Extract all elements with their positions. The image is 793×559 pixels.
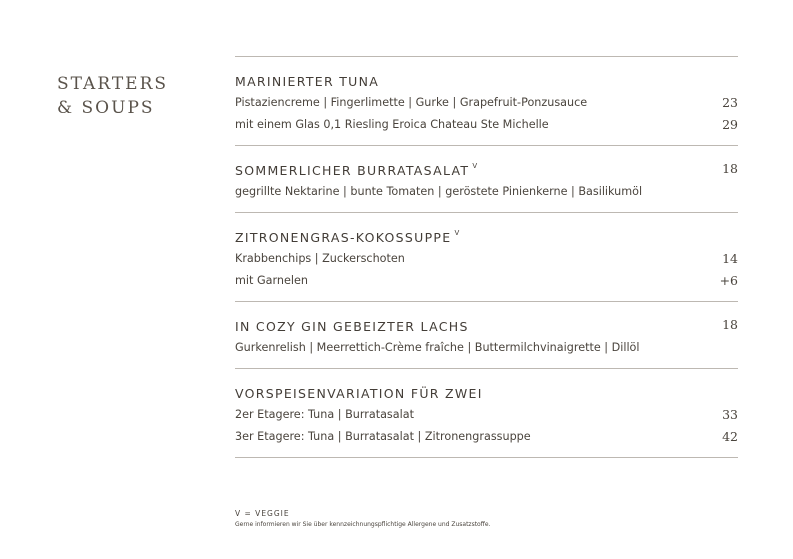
menu-item-line <box>235 249 738 271</box>
footer <box>235 509 490 529</box>
menu-item-line-price: 33 <box>722 407 738 422</box>
veggie-legend: V = VEGGIE <box>235 509 290 518</box>
menu-item-line <box>235 271 738 293</box>
section-title <box>57 72 168 120</box>
menu-item-line-price: 23 <box>722 95 738 110</box>
menu-item-line <box>235 115 738 137</box>
menu-item-line <box>235 338 738 360</box>
menu-item-title: VORSPEISENVARIATION FÜR ZWEI <box>235 386 483 401</box>
menu-item-title: IN COZY GIN GEBEIZTER LACHS <box>235 319 469 334</box>
veggie-mark: V <box>472 162 478 170</box>
section-title-line-1: STARTERS <box>57 74 169 94</box>
section-title-line-2: & SOUPS <box>57 98 155 118</box>
menu-item-price: 18 <box>722 317 738 332</box>
menu-item-title: ZITRONENGRAS-KOKOSSUPPE $^V$ <box>235 229 460 245</box>
menu-item-line <box>235 427 738 449</box>
menu-item-line <box>235 405 738 427</box>
allergen-note: Gerne informieren wir Sie über kennzeichnungspflichtige Allergene und Zusatzstoffe. <box>235 521 491 528</box>
menu-item-description: gegrillte Nektarine | bunte Tomaten | geröstete Pinienkerne | Basilikumöl <box>235 185 643 198</box>
menu-item-line-price: 14 <box>722 251 738 266</box>
menu-item-description: 2er Etagere: Tuna | Burratasalat <box>235 408 414 421</box>
menu-item-line-price: 42 <box>722 429 738 444</box>
menu-item-description: mit Garnelen <box>235 274 308 287</box>
menu-item-price: 18 <box>722 161 738 176</box>
menu-item-kokossuppe <box>235 212 738 301</box>
menu-item-description: 3er Etagere: Tuna | Burratasalat | Zitronengrassuppe <box>235 430 531 443</box>
menu-item-marinierter-tuna <box>235 56 738 145</box>
menu-item-title: MARINIERTER TUNA <box>235 74 380 89</box>
menu-item-title: SOMMERLICHER BURRATASALAT $^V$ <box>235 162 478 178</box>
menu-item-description: Krabbenchips | Zuckerschoten <box>235 252 405 265</box>
menu-item-description: Gurkenrelish | Meerrettich-Crème fraîche | Buttermilchvinaigrette | Dillöl <box>235 341 640 354</box>
menu-item-line <box>235 93 738 115</box>
menu-item-line <box>235 182 738 204</box>
menu-item-line-price: 29 <box>722 117 738 132</box>
menu-item-description: mit einem Glas 0,1 Riesling Eroica Chateau Ste Michelle <box>235 118 549 131</box>
menu-item-gebeizter-lachs <box>235 301 738 368</box>
menu-item-vorspeisenvariation <box>235 368 738 458</box>
menu-item-description: Pistaziencreme | Fingerlimette | Gurke | Grapefruit-Ponzusauce <box>235 96 588 109</box>
menu-item-burratasalat <box>235 145 738 212</box>
menu-list <box>235 56 738 458</box>
veggie-mark: V <box>454 229 460 237</box>
menu-item-line-price: +6 <box>719 273 738 288</box>
